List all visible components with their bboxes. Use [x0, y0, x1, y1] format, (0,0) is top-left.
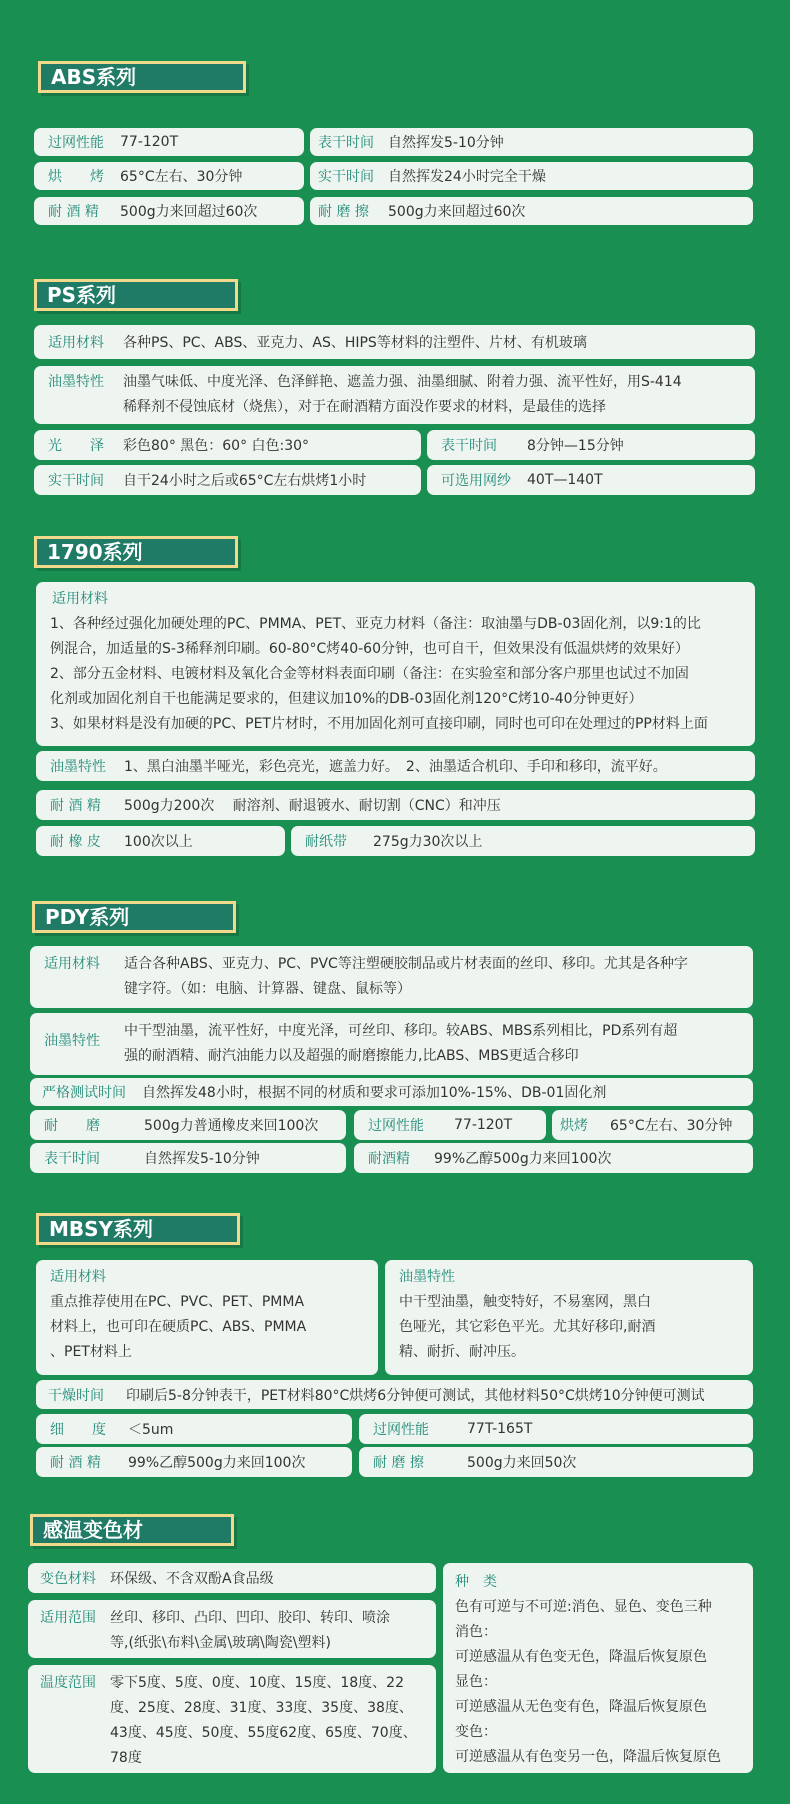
mbsy-material-line: 、PET材料上: [50, 1344, 132, 1360]
ps-surface-dry-value: 8分钟—15分钟: [527, 438, 624, 454]
s1790-ink-value: 1、黑白油墨半哑光，彩色亮光，遮盖力好。 2、油墨适合机印、手印和移印，流平好。: [124, 759, 667, 775]
s1790-material-line: 化剂或加固化剂自干也能满足要求的，但建议加10%的DB-03固化剂120°C烤10-40分钟更好）: [50, 691, 643, 707]
mbsy-abrasion-label: 耐 磨 擦: [373, 1455, 424, 1471]
mbsy-abrasion-value: 500g力来回50次: [467, 1455, 577, 1471]
s1790-ink-label: 油墨特性: [50, 759, 106, 775]
abs-bake-label: 烘 烤: [48, 169, 104, 185]
s1790-alcohol-value: 500g力200次 耐溶剂、耐退镀水、耐切割（CNC）和冲压: [124, 798, 501, 814]
s1790-material: [36, 582, 755, 746]
ps-ink: [34, 366, 755, 424]
ps-ink-value: [123, 370, 682, 418]
abs-surface-dry-value: 自然挥发5-10分钟: [388, 135, 504, 151]
mbsy-mesh-value: 77T-165T: [467, 1421, 533, 1437]
s1790-material-label: 适用材料: [52, 591, 108, 607]
mbsy-alcohol-value: 99%乙醇500g力来回100次: [128, 1455, 306, 1471]
thermo-scope-value: [110, 1606, 390, 1652]
s1790-tape: [291, 826, 755, 856]
ps-gloss: [34, 430, 421, 460]
abs-alcohol-label: 耐 酒 精: [48, 204, 99, 220]
thermo-material: [28, 1563, 436, 1593]
mbsy-ink-label: 油墨特性: [399, 1269, 455, 1285]
pdy-test-time: [30, 1078, 753, 1106]
mbsy-title: MBSY系列: [36, 1213, 240, 1245]
mbsy-material-line: 材料上，也可印在硬质PC、ABS、PMMA: [50, 1319, 307, 1335]
thermo-scope-line: 丝印、移印、凸印、凹印、胶印、转印、喷涂: [110, 1610, 390, 1626]
pdy-surface-dry-label: 表干时间: [44, 1151, 100, 1167]
mbsy-dry-time-label: 干燥时间: [48, 1387, 104, 1404]
pdy-surface-dry-value: 自然挥发5-10分钟: [144, 1151, 260, 1167]
mbsy-ink-line: 中干型油墨，触变特好，不易塞网，黑白: [399, 1294, 651, 1310]
pdy-alcohol: [354, 1143, 753, 1173]
pdy-ink-label: 油墨特性: [44, 1033, 100, 1049]
pdy-ink-line: 中干型油墨，流平性好，中度光泽，可丝印、移印。较ABS、MBS系列相比，PD系列有超: [124, 1023, 678, 1039]
pdy-bake-label: 烘烤: [560, 1118, 588, 1134]
pdy-material: [30, 946, 753, 1008]
thermo-title: 感温变色材: [30, 1514, 234, 1546]
pdy-material-label: 适用材料: [44, 956, 100, 972]
ps-hard-dry-label: 实干时间: [48, 473, 104, 489]
mbsy-material-line: 重点推荐使用在PC、PVC、PET、PMMA: [50, 1294, 305, 1310]
thermo-scope: [28, 1600, 436, 1658]
ps-hard-dry-value: 自干24小时之后或65°C左右烘烤1小时: [123, 473, 367, 489]
pdy-surface-dry: [30, 1143, 346, 1173]
abs-mesh-label: 过网性能: [48, 135, 104, 151]
abs-surface-dry-label: 表干时间: [318, 135, 374, 151]
s1790-eraser-label: 耐 橡 皮: [50, 834, 101, 850]
abs-hard-dry-label: 实干时间: [318, 169, 374, 185]
abs-alcohol: [34, 197, 304, 225]
mbsy-fineness-value: ＜5um: [128, 1422, 174, 1438]
ps-mesh-value: 40T—140T: [527, 472, 603, 488]
thermo-temp-line: 度、25度、28度、31度、33度、35度、38度、: [110, 1700, 413, 1716]
mbsy-material: [36, 1260, 378, 1375]
pdy-wear: [30, 1110, 346, 1140]
s1790-eraser-value: 100次以上: [124, 834, 193, 850]
mbsy-alcohol: [36, 1447, 352, 1477]
abs-abrasion-label: 耐 磨 擦: [318, 204, 369, 220]
s1790-tape-value: 275g力30次以上: [373, 834, 483, 850]
ps-title: PS系列: [34, 279, 238, 311]
abs-surface-dry: [310, 128, 753, 156]
mbsy-material-label: 适用材料: [50, 1269, 106, 1285]
thermo-temp-line: 78度: [110, 1750, 142, 1766]
pdy-material-line: 适合各种ABS、亚克力、PC、PVC等注塑硬胶制品或片材表面的丝印、移印。尤其是各种字: [124, 956, 688, 972]
thermo-kind-line: 消色：: [455, 1624, 497, 1640]
ps-surface-dry: [427, 430, 755, 460]
pdy-mesh-label: 过网性能: [368, 1118, 424, 1134]
mbsy-fineness: [36, 1414, 352, 1444]
thermo-temp-value: [110, 1671, 417, 1767]
thermo-material-value: 环保级、不含双酚A食品级: [110, 1571, 274, 1587]
s1790-tape-label: 耐纸带: [305, 834, 347, 850]
ps-ink-label: 油墨特性: [48, 374, 104, 390]
abs-abrasion-value: 500g力来回超过60次: [388, 204, 526, 220]
thermo-temp: [28, 1665, 436, 1773]
ps-mesh-label: 可选用网纱: [441, 473, 511, 489]
thermo-material-label: 变色材料: [40, 1571, 96, 1587]
pdy-ink-line: 强的耐酒精、耐汽油能力以及超强的耐磨擦能力,比ABS、MBS更适合移印: [124, 1048, 579, 1064]
pdy-ink-value: [124, 1019, 677, 1069]
abs-hard-dry-value: 自然挥发24小时完全干燥: [388, 169, 546, 185]
mbsy-mesh-label: 过网性能: [373, 1422, 429, 1438]
abs-bake-value: 65°C左右、30分钟: [120, 169, 243, 185]
thermo-kind-line: 色有可逆与不可逆:消色、显色、变色三种: [455, 1599, 712, 1615]
pdy-test-time-value: 自然挥发48小时，根据不同的材质和要求可添加10%-15%、DB-01固化剂: [142, 1085, 607, 1101]
thermo-temp-label: 温度范围: [40, 1675, 96, 1691]
pdy-material-value: [124, 952, 688, 1002]
abs-alcohol-value: 500g力来回超过60次: [120, 204, 258, 220]
pdy-mesh: [354, 1110, 546, 1140]
pdy-alcohol-value: 99%乙醇500g力来回100次: [434, 1151, 612, 1167]
s1790-material-line: 例混合，加适量的S-3稀释剂印刷。60-80°C烤40-60分钟，也可自干，但效果没有低温烘烤的效果好）: [50, 641, 689, 657]
pdy-bake: [552, 1110, 753, 1140]
s1790-ink: [36, 751, 755, 781]
ps-gloss-value: 彩色80° 黑色：60° 白色:30°: [123, 438, 310, 454]
s1790-material-line: 2、部分五金材料、电镀材料及氧化合金等材料表面印刷（备注：在实验室和部分客户那里也试过不加固: [50, 666, 689, 682]
mbsy-dry-time: [36, 1380, 753, 1409]
ps-hard-dry: [34, 465, 421, 495]
ps-ink-line: 稀释剂不侵蚀底材（烧焦），对于在耐酒精方面没作要求的材料，是最佳的选择: [123, 399, 606, 415]
thermo-kind-line: 变色：: [455, 1724, 497, 1740]
s1790-material-line: 3、如果材料是没有加硬的PC、PET片材时，不用加固化剂可直接印刷，同时也可印在处理过的PP材料上面: [50, 716, 708, 732]
ps-material: [34, 325, 755, 359]
s1790-alcohol: [36, 790, 755, 820]
mbsy-dry-time-value: 印刷后5-8分钟表干，PET材料80°C烘烤6分钟便可测试，其他材料50°C烘烤10分钟便可测试: [126, 1387, 705, 1404]
pdy-alcohol-label: 耐酒精: [368, 1151, 410, 1167]
thermo-scope-label: 适用范围: [40, 1610, 96, 1626]
thermo-scope-line: 等,(纸张\布料\金属\玻璃\陶瓷\塑料): [110, 1635, 331, 1651]
mbsy-fineness-label: 细 度: [50, 1422, 106, 1438]
mbsy-ink-line: 色哑光，其它彩色平光。尤其好移印,耐酒: [399, 1319, 656, 1335]
mbsy-ink: [385, 1260, 753, 1375]
abs-mesh-value: 77-120T: [120, 134, 179, 150]
abs-title: ABS系列: [38, 61, 246, 93]
thermo-kind: [443, 1563, 753, 1773]
thermo-temp-line: 43度、45度、50度、55度62度、65度、70度、: [110, 1725, 417, 1741]
abs-abrasion: [310, 197, 753, 225]
mbsy-abrasion: [359, 1447, 753, 1477]
abs-hard-dry: [310, 162, 753, 190]
pdy-mesh-value: 77-120T: [454, 1117, 513, 1133]
pdy-title: PDY系列: [32, 901, 236, 933]
ps-gloss-label: 光 泽: [48, 438, 104, 454]
thermo-kind-line: 显色：: [455, 1674, 497, 1690]
pdy-wear-label: 耐 磨: [44, 1118, 100, 1134]
s1790-material-line: 1、各种经过强化加硬处理的PC、PMMA、PET、亚克力材料（备注：取油墨与DB-03固化剂，以9:1的比: [50, 616, 701, 632]
mbsy-mesh: [359, 1414, 753, 1444]
thermo-temp-line: 零下5度、5度、0度、10度、15度、18度、22: [110, 1675, 404, 1691]
ps-ink-line: 油墨气味低、中度光泽、色泽鲜艳、遮盖力强、油墨细腻、附着力强、流平性好，用S-414: [123, 374, 682, 390]
mbsy-ink-line: 精、耐折、耐冲压。: [399, 1344, 525, 1360]
pdy-ink: [30, 1013, 753, 1075]
ps-material-label: 适用材料: [48, 335, 104, 351]
thermo-kind-line: 可逆感温从无色变有色，降温后恢复原色: [455, 1699, 707, 1715]
s1790-alcohol-label: 耐 酒 精: [50, 798, 101, 814]
abs-mesh: [34, 128, 304, 156]
thermo-kind-line: 可逆感温从有色变无色，降温后恢复原色: [455, 1649, 707, 1665]
pdy-bake-value: 65°C左右、30分钟: [610, 1118, 733, 1134]
thermo-kind-line: 可逆感温从有色变另一色，降温后恢复原色: [455, 1749, 721, 1765]
pdy-material-line: 键字符。（如：电脑、计算器、键盘、鼠标等）: [124, 981, 411, 997]
s1790-eraser: [36, 826, 285, 856]
pdy-test-time-label: 严格测试时间: [42, 1085, 126, 1101]
s1790-title: 1790系列: [34, 536, 238, 568]
ps-material-value: 各种PS、PC、ABS、亚克力、AS、HIPS等材料的注塑件、片材、有机玻璃: [123, 335, 587, 351]
ps-mesh: [427, 465, 755, 495]
abs-bake: [34, 162, 304, 190]
ps-surface-dry-label: 表干时间: [441, 438, 497, 454]
thermo-kind-label: 种 类: [455, 1574, 497, 1590]
mbsy-alcohol-label: 耐 酒 精: [50, 1455, 101, 1471]
pdy-wear-value: 500g力普通橡皮来回100次: [144, 1118, 319, 1134]
